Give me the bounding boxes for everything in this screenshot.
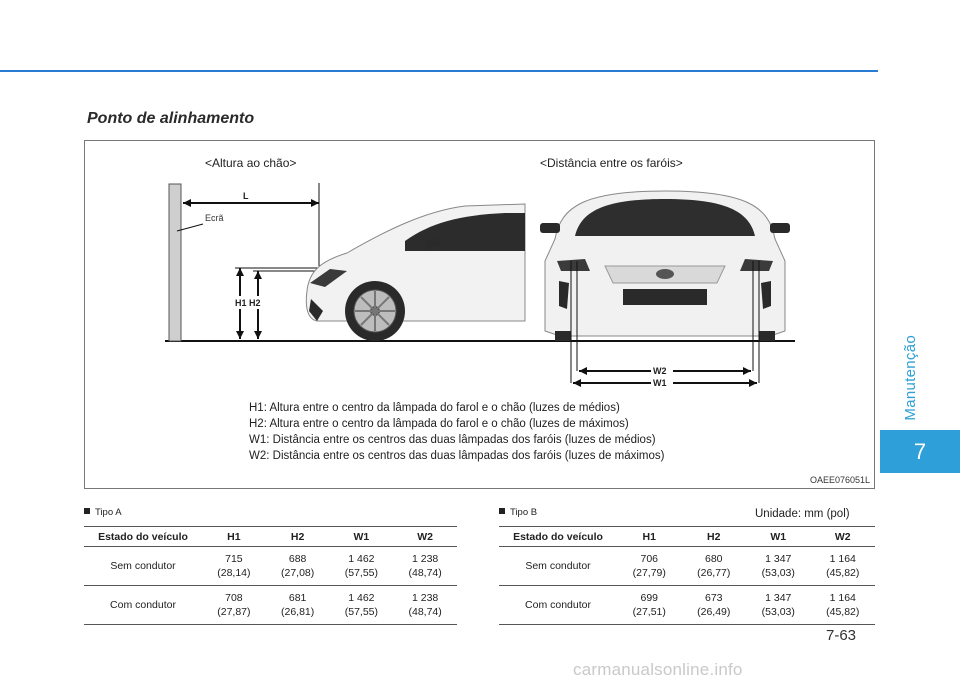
col-header: H2 xyxy=(682,527,747,547)
label-ground-height: <Altura ao chão> xyxy=(205,156,297,170)
cell-h2: 673 (26,49) xyxy=(682,586,747,625)
chapter-tab: 7 xyxy=(880,430,960,473)
unit-label: Unidade: mm (pol) xyxy=(755,508,850,520)
cell-w1: 1 347 (53,03) xyxy=(746,586,811,625)
col-header: W1 xyxy=(746,527,811,547)
page-number: 7-63 xyxy=(826,627,857,644)
table-row xyxy=(84,586,457,625)
car-front-view xyxy=(540,191,790,383)
bullet-square-icon xyxy=(499,508,505,514)
cell-w1: 1 462 (57,55) xyxy=(330,547,394,586)
bullet-square-icon xyxy=(84,508,90,514)
table-row xyxy=(84,547,457,586)
screen-wall xyxy=(169,184,181,341)
label-l: L xyxy=(243,191,249,201)
row-state: Sem condutor xyxy=(84,547,202,586)
watermark: carmanualsonline.info xyxy=(573,660,743,679)
cell-h2: 688 (27,08) xyxy=(266,547,330,586)
col-header: W2 xyxy=(811,527,876,547)
section-title: Ponto de alinhamento xyxy=(87,110,255,127)
alignment-figure xyxy=(84,140,875,489)
label-headlamp-distance: <Distância entre os faróis> xyxy=(540,156,683,170)
table-header-row xyxy=(499,527,875,547)
table-tipo-b xyxy=(499,526,875,625)
tipo-a-label: Tipo A xyxy=(84,507,122,518)
cell-w2: 1 238 (48,74) xyxy=(393,586,457,625)
row-state: Com condutor xyxy=(84,586,202,625)
header-rule xyxy=(0,70,878,72)
cell-h1: 706 (27,79) xyxy=(617,547,682,586)
table-header-row xyxy=(84,527,457,547)
col-header: Estado do veículo xyxy=(499,527,617,547)
table-row xyxy=(499,547,875,586)
col-header: H1 xyxy=(617,527,682,547)
legend-h1: H1: Altura entre o centro da lâmpada do farol e o chão (luzes de médios) xyxy=(249,402,620,414)
legend-w2: W2: Distância entre os centros das duas lâmpadas dos faróis (luzes de máximos) xyxy=(249,450,665,462)
row-state: Com condutor xyxy=(499,586,617,625)
side-section-label: Manutenção xyxy=(902,335,919,421)
col-header: W2 xyxy=(393,527,457,547)
table-tipo-a xyxy=(84,526,457,625)
row-state: Sem condutor xyxy=(499,547,617,586)
label-w1: W1 xyxy=(653,378,667,388)
label-w2: W2 xyxy=(653,366,667,376)
cell-w2: 1 238 (48,74) xyxy=(393,547,457,586)
col-header: H1 xyxy=(202,527,266,547)
cell-w1: 1 462 (57,55) xyxy=(330,586,394,625)
cell-h1: 715 (28,14) xyxy=(202,547,266,586)
cell-w2: 1 164 (45,82) xyxy=(811,586,876,625)
table-row xyxy=(499,586,875,625)
col-header: W1 xyxy=(330,527,394,547)
col-header: Estado do veículo xyxy=(84,527,202,547)
cell-h2: 680 (26,77) xyxy=(682,547,747,586)
legend-w1: W1: Distância entre os centros das duas lâmpadas dos faróis (luzes de médios) xyxy=(249,434,656,446)
cell-h1: 699 (27,51) xyxy=(617,586,682,625)
alignment-diagram xyxy=(85,171,874,421)
label-h1-h2: H1 H2 xyxy=(235,298,261,308)
cell-h2: 681 (26,81) xyxy=(266,586,330,625)
col-header: H2 xyxy=(266,527,330,547)
figure-code: OAEE076051L xyxy=(809,475,870,485)
car-side-view xyxy=(306,204,525,341)
cell-w2: 1 164 (45,82) xyxy=(811,547,876,586)
label-screen: Ecrã xyxy=(205,213,224,223)
cell-h1: 708 (27,87) xyxy=(202,586,266,625)
figure-legend xyxy=(249,400,664,464)
tipo-b-label: Tipo B xyxy=(499,507,537,518)
cell-w1: 1 347 (53,03) xyxy=(746,547,811,586)
legend-h2: H2: Altura entre o centro da lâmpada do farol e o chão (luzes de máximos) xyxy=(249,418,629,430)
